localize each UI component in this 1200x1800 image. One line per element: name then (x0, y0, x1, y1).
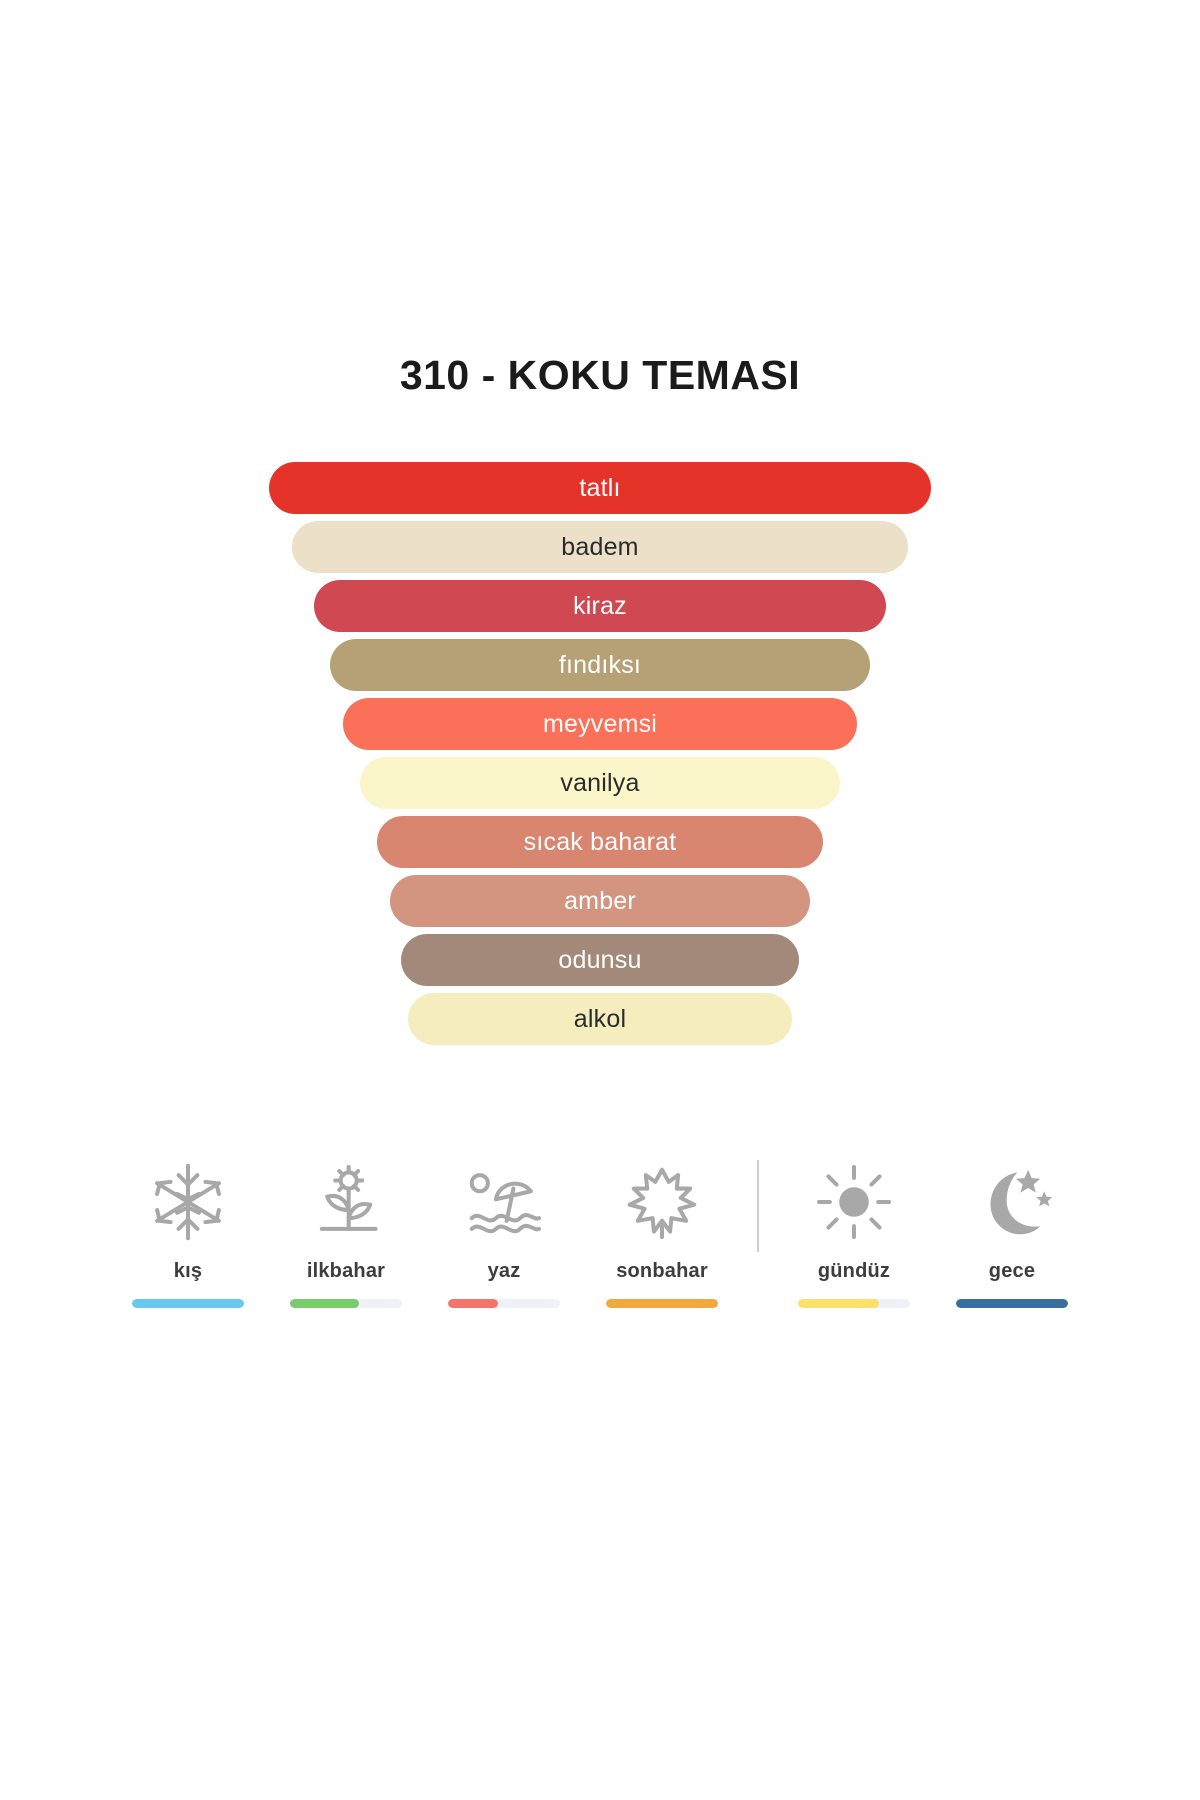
legend-item-gunduz (775, 1158, 933, 1308)
sun-icon (811, 1158, 897, 1246)
legend-meter-yaz (448, 1299, 560, 1308)
funnel-row (0, 580, 1200, 632)
moon-icon (969, 1158, 1055, 1246)
legend-item-gece (933, 1158, 1091, 1308)
snowflake-icon (145, 1158, 231, 1246)
flower-icon (303, 1158, 389, 1246)
funnel-bar-label: vanilya (560, 768, 640, 797)
funnel-bar-badem (292, 521, 908, 573)
legend-label: ilkbahar (306, 1260, 386, 1282)
funnel-bar-findiksi (330, 639, 870, 691)
funnel-bar-kiraz (314, 580, 886, 632)
funnel-row (0, 816, 1200, 868)
funnel-bar-label: sıcak baharat (523, 827, 677, 856)
legend-label: sonbahar (616, 1260, 708, 1282)
legend-label: kış (173, 1260, 203, 1282)
funnel-bar-tatli (269, 462, 931, 514)
funnel-row (0, 698, 1200, 750)
funnel-bar-label: alkol (573, 1004, 627, 1033)
beach-icon (461, 1158, 547, 1246)
page-title: 310 - KOKU TEMASI (399, 352, 801, 398)
funnel-bar-amber (390, 875, 810, 927)
legend-item-yaz (425, 1158, 583, 1308)
funnel-row (0, 521, 1200, 573)
legend-item-ilkbahar (267, 1158, 425, 1308)
legend-label: gece (988, 1260, 1036, 1282)
funnel-bar-label: meyvemsi (542, 709, 658, 738)
legend-meter-gece (956, 1299, 1068, 1308)
funnel-bar-label: fındıksı (558, 650, 642, 679)
funnel-bar-label: odunsu (558, 945, 642, 974)
funnel-row (0, 462, 1200, 514)
funnel-row (0, 639, 1200, 691)
legend-label: yaz (487, 1260, 521, 1282)
leaf-icon (619, 1158, 705, 1246)
legend-meter-kis (132, 1299, 244, 1308)
legend-label: gündüz (817, 1260, 891, 1282)
funnel-bar-sicak-baharat (377, 816, 823, 868)
funnel-bar-alkol (408, 993, 792, 1045)
scent-funnel-chart (0, 462, 1200, 1052)
funnel-row (0, 757, 1200, 809)
funnel-row (0, 993, 1200, 1045)
legend-divider (757, 1160, 759, 1252)
legend-meter-gunduz (798, 1299, 910, 1308)
funnel-row (0, 875, 1200, 927)
legend-meter-ilkbahar (290, 1299, 402, 1308)
funnel-bar-label: amber (564, 886, 636, 915)
funnel-bar-label: tatlı (579, 473, 621, 502)
funnel-bar-label: kiraz (573, 591, 627, 620)
legend-item-kis (109, 1158, 267, 1308)
legend-meter-sonbahar (606, 1299, 718, 1308)
legend (0, 1158, 1200, 1308)
funnel-bar-odunsu (401, 934, 799, 986)
legend-item-sonbahar (583, 1158, 741, 1308)
funnel-bar-meyvemsi (343, 698, 857, 750)
funnel-row (0, 934, 1200, 986)
funnel-bar-label: badem (561, 532, 639, 561)
funnel-bar-vanilya (360, 757, 840, 809)
